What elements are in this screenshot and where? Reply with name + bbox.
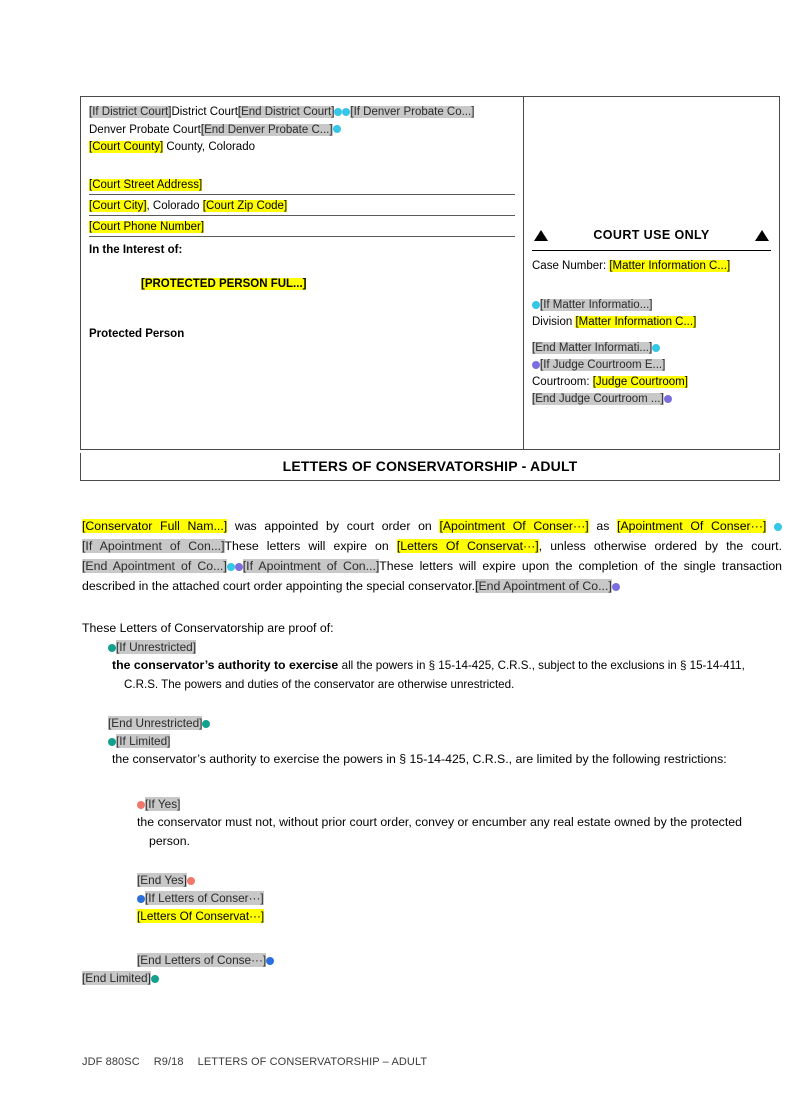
court-use-only-cell xyxy=(524,97,779,449)
tag-if-unrestricted-line xyxy=(108,638,782,656)
court-city-suffix: , Colorado xyxy=(146,199,203,212)
court-use-only-heading: COURT USE ONLY xyxy=(593,228,710,242)
spacer xyxy=(82,694,782,714)
appointment-paragraph xyxy=(82,516,782,596)
division-label: Division xyxy=(532,316,576,328)
court-street-address-line xyxy=(89,177,515,195)
marker-dot-cyan xyxy=(652,344,660,352)
tag-if-denver-probate-court[interactable]: [If Denver Probate Co...] xyxy=(350,106,475,118)
protected-person-name-row xyxy=(141,276,515,292)
footer-title: LETTERS OF CONSERVATORSHIP – ADULT xyxy=(197,1056,428,1068)
marker-dot-cyan xyxy=(774,523,782,531)
case-number-label: Case Number: xyxy=(532,260,610,272)
tag-if-district-court[interactable]: [If District Court] xyxy=(89,106,172,118)
yes-text: the conservator must not, without prior court order, convey or encumber any real estate owned by the protected person. xyxy=(137,815,742,848)
field-court-county[interactable]: [Court County] xyxy=(89,141,164,153)
court-use-only-heading-bar xyxy=(524,225,779,245)
marker-dot-cyan xyxy=(532,301,540,309)
unrestricted-rest-text: all the powers in § 15-14-425, C.R.S., subject to the exclusions in § 15-14-411, C.R.S. The powers and duties of the conservator are otherwise unrestricted. xyxy=(124,659,745,691)
unrestricted-text xyxy=(112,656,782,694)
spacer xyxy=(82,925,782,951)
appointment-text-1: was appointed by court order on xyxy=(227,519,440,533)
marker-dot-purple xyxy=(235,563,243,571)
tag-if-matter-information-line xyxy=(532,297,771,314)
appointment-text-3: These letters will expire on xyxy=(224,539,397,553)
tag-if-unrestricted[interactable]: [If Unrestricted] xyxy=(116,640,196,654)
field-division[interactable]: [Matter Information C...] xyxy=(575,316,697,328)
tag-if-judge-courtroom-line xyxy=(532,357,771,374)
marker-dot-blue xyxy=(137,895,145,903)
tag-end-apointment-of-conservator-1[interactable]: [End Apointment of Co...] xyxy=(82,559,227,573)
caption-left-cell xyxy=(81,97,524,449)
court-use-only-gap xyxy=(532,275,771,297)
marker-dot-teal xyxy=(108,644,116,652)
field-letters-expire-date[interactable]: [Letters Of Conservat···] xyxy=(396,539,539,553)
field-letters-of-conservatorship[interactable]: [Letters Of Conservat···] xyxy=(137,909,265,923)
tag-end-yes[interactable]: [End Yes] xyxy=(137,873,187,887)
tag-end-yes-line xyxy=(137,871,782,889)
tag-if-letters-of-conservatorship-line xyxy=(137,889,782,907)
spacer xyxy=(82,769,782,795)
court-use-only-body xyxy=(524,251,779,414)
court-county-line xyxy=(89,139,515,157)
field-apointment-role[interactable]: [Apointment Of Conser···] xyxy=(617,519,767,533)
field-court-city[interactable]: [Court City] xyxy=(89,199,147,212)
field-court-zip-code[interactable]: [Court Zip Code] xyxy=(202,199,288,212)
appointment-text-5: These letters will expire upon the completion of the single transaction described in the attached court order appointing the special conservator. xyxy=(82,559,782,593)
footer-revision: R9/18 xyxy=(153,1056,184,1068)
marker-dot-purple xyxy=(532,361,540,369)
marker-dot-cyan xyxy=(227,563,235,571)
tag-end-letters-of-conservatorship-line xyxy=(137,951,782,969)
marker-dot-teal xyxy=(108,738,116,746)
court-address-block xyxy=(89,177,515,237)
division-line xyxy=(532,314,771,331)
page-footer xyxy=(82,1056,427,1068)
tag-if-letters-of-conservatorship[interactable]: [If Letters of Conser···] xyxy=(145,891,264,905)
limited-text: the conservator’s authority to exercise the powers in § 15-14-425, C.R.S., are limited by the following restrictions: xyxy=(112,752,727,766)
tag-end-letters-of-conservatorship[interactable]: [End Letters of Conse···] xyxy=(137,953,267,967)
triangle-up-left-icon xyxy=(534,230,548,241)
caption-table xyxy=(80,96,780,450)
unrestricted-bold-text: the conservator’s authority to exercise xyxy=(112,658,342,672)
tag-end-limited-line xyxy=(82,969,782,987)
tag-if-limited[interactable]: [If Limited] xyxy=(116,734,171,748)
tag-if-judge-courtroom[interactable]: [If Judge Courtroom E...] xyxy=(540,359,666,371)
tag-end-apointment-of-conservator-2[interactable]: [End Apointment of Co...] xyxy=(475,579,612,593)
tag-if-matter-information[interactable]: [If Matter Informatio...] xyxy=(540,299,653,311)
field-court-phone-number[interactable]: [Court Phone Number] xyxy=(89,220,205,233)
tag-end-unrestricted-line xyxy=(108,714,782,732)
proof-intro-line: These Letters of Conservatorship are proof of: xyxy=(82,621,334,635)
document-body xyxy=(82,516,782,987)
tag-end-matter-information[interactable]: [End Matter Informati...] xyxy=(532,342,653,354)
case-number-line xyxy=(532,258,771,275)
court-name-line-2 xyxy=(89,122,515,140)
footer-form-number: JDF 880SC xyxy=(82,1056,140,1068)
marker-dot-red xyxy=(137,801,145,809)
page-title: LETTERS OF CONSERVATORSHIP - ADULT xyxy=(80,453,780,481)
court-use-only-gap xyxy=(532,331,771,340)
marker-dot-cyan xyxy=(334,108,342,116)
tag-if-apointment-of-conservator-1[interactable]: [If Apointment of Con...] xyxy=(82,539,225,553)
marker-dot-blue xyxy=(266,957,274,965)
tag-end-limited[interactable]: [End Limited] xyxy=(82,971,151,985)
field-conservator-full-name[interactable]: [Conservator Full Nam...] xyxy=(82,519,228,533)
court-district-text: District Court xyxy=(171,106,238,118)
court-phone-line xyxy=(89,219,515,237)
tag-if-yes[interactable]: [If Yes] xyxy=(145,797,181,811)
tag-end-judge-courtroom[interactable]: [End Judge Courtroom ...] xyxy=(532,393,664,405)
court-city-zip-line xyxy=(89,198,515,216)
tag-end-district-court[interactable]: [End District Court] xyxy=(237,106,335,118)
field-protected-person-full-name[interactable]: [PROTECTED PERSON FUL...] xyxy=(141,277,307,290)
tag-if-yes-line xyxy=(137,795,782,813)
tag-end-unrestricted[interactable]: [End Unrestricted] xyxy=(108,716,203,730)
tag-if-apointment-of-conservator-2[interactable]: [If Apointment of Con...] xyxy=(242,559,380,573)
tag-if-limited-line xyxy=(108,732,782,750)
marker-dot-teal xyxy=(151,975,159,983)
protected-person-label: Protected Person xyxy=(89,327,185,340)
tag-end-matter-information-line xyxy=(532,340,771,357)
court-county-suffix: County, Colorado xyxy=(163,141,255,153)
field-letters-of-conservatorship-line xyxy=(137,907,782,925)
appointment-text-4: , unless otherwise ordered by the court. xyxy=(538,539,783,553)
court-use-only-spacer xyxy=(524,97,779,225)
caption-table-row xyxy=(81,97,779,449)
marker-dot-red xyxy=(187,877,195,885)
field-case-number[interactable]: [Matter Information C...] xyxy=(609,260,731,272)
courtroom-label: Courtroom: xyxy=(532,376,593,388)
field-judge-courtroom[interactable]: [Judge Courtroom] xyxy=(592,376,688,388)
field-court-street-address[interactable]: [Court Street Address] xyxy=(89,178,203,191)
tag-end-judge-courtroom-line xyxy=(532,391,771,408)
appointment-text-2: as xyxy=(588,519,618,533)
court-denver-text: Denver Probate Court xyxy=(89,123,201,136)
in-the-interest-of-label: In the Interest of: xyxy=(89,243,183,256)
marker-dot-purple xyxy=(664,395,672,403)
field-apointment-order-date[interactable]: [Apointment Of Conser···] xyxy=(439,519,589,533)
court-name-line xyxy=(89,104,515,122)
marker-dot-purple xyxy=(612,583,620,591)
marker-dot-teal xyxy=(202,720,210,728)
spacer xyxy=(82,851,782,871)
courtroom-line xyxy=(532,374,771,391)
triangle-up-right-icon xyxy=(755,230,769,241)
tag-end-denver-probate-court[interactable]: [End Denver Probate C...] xyxy=(200,123,333,136)
marker-dot-cyan xyxy=(333,125,341,133)
